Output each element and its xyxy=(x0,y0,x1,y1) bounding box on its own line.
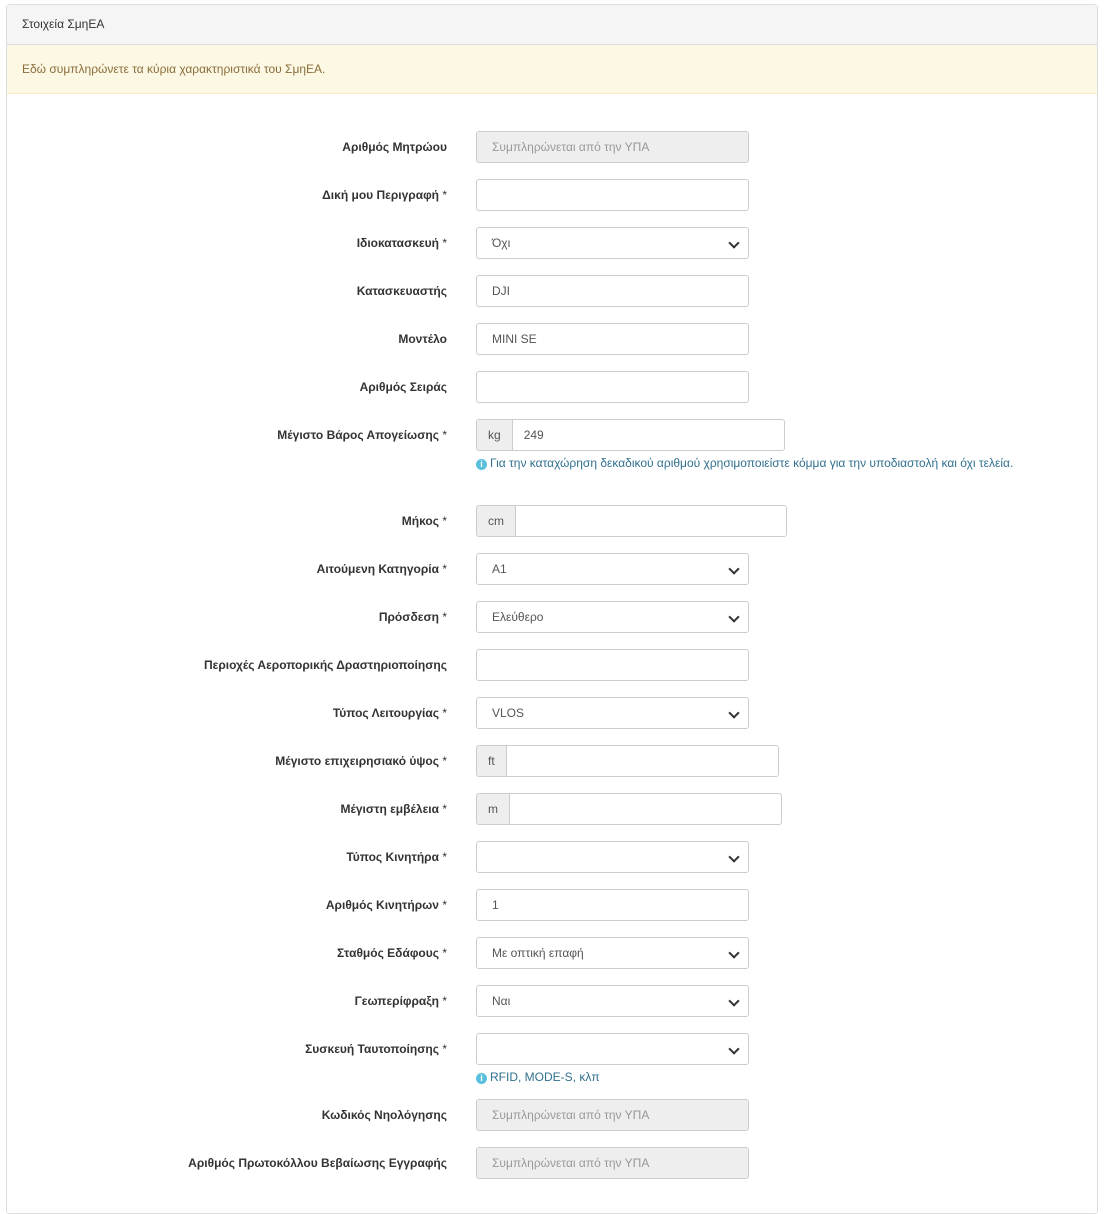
info-icon: i xyxy=(476,1073,487,1084)
length-group xyxy=(476,505,787,537)
cm-unit-addon: cm xyxy=(476,505,515,537)
length-input[interactable] xyxy=(515,505,787,537)
ground-station-label: Σταθμός Εδάφους * xyxy=(337,946,447,960)
max-takeoff-weight-input[interactable]: 249 xyxy=(512,419,785,451)
self-built-label: Ιδιοκατασκευή * xyxy=(356,236,447,250)
identification-help-text: i RFID, MODE-S, κλπ xyxy=(476,1069,1076,1086)
max-range-input[interactable] xyxy=(509,793,782,825)
category-label: Αιτούμενη Κατηγορία * xyxy=(316,562,447,576)
category-select[interactable]: A1 xyxy=(476,553,749,585)
registry-number-input: Συμπληρώνεται από την ΥΠΑ xyxy=(476,131,749,163)
engine-count-label: Αριθμός Κινητήρων * xyxy=(325,898,447,912)
self-built-select[interactable]: Όχι xyxy=(476,227,749,259)
description-input[interactable] xyxy=(476,179,749,211)
manufacturer-input[interactable]: DJI xyxy=(476,275,749,307)
registry-number-label: Αριθμός Μητρώου xyxy=(342,140,447,154)
max-range-label: Μέγιστη εμβέλεια * xyxy=(340,802,447,816)
m-unit-addon: m xyxy=(476,793,509,825)
areas-input[interactable] xyxy=(476,649,749,681)
max-altitude-group xyxy=(476,745,779,777)
max-altitude-label: Μέγιστο επιχειρησιακό ύψος * xyxy=(275,754,447,768)
info-icon: i xyxy=(476,459,487,470)
serial-number-label: Αριθμός Σειράς xyxy=(359,380,447,394)
engine-type-select[interactable] xyxy=(476,841,749,873)
protocol-number-label: Αριθμός Πρωτοκόλλου Βεβαίωσης Εγγραφής xyxy=(188,1156,447,1170)
max-takeoff-weight-label: Μέγιστο Βάρος Απογείωσης * xyxy=(277,428,447,442)
decimal-help-text: i Για την καταχώρηση δεκαδικού αριθμού χρησιμοποιείστε κόμμα για την υποδιαστολή και όχι τελεία. xyxy=(476,455,1076,472)
attachment-label: Πρόσδεση * xyxy=(378,610,447,624)
areas-label: Περιοχές Αεροπορικής Δραστηριοποίησης xyxy=(203,658,447,672)
model-label: Μοντέλο xyxy=(398,332,447,346)
engine-type-label: Τύπος Κινητήρα * xyxy=(346,850,447,864)
engine-count-input[interactable]: 1 xyxy=(476,889,749,921)
kg-unit-addon: kg xyxy=(476,419,512,451)
operation-type-select[interactable]: VLOS xyxy=(476,697,749,729)
geofencing-select[interactable]: Ναι xyxy=(476,985,749,1017)
max-takeoff-weight-group xyxy=(476,419,785,451)
protocol-number-input: Συμπληρώνεται από την ΥΠΑ xyxy=(476,1147,749,1179)
serial-number-input[interactable] xyxy=(476,371,749,403)
geofencing-label: Γεωπερίφραξη * xyxy=(354,994,447,1008)
operation-type-label: Τύπος Λειτουργίας * xyxy=(332,706,447,720)
length-label: Μήκος * xyxy=(401,514,447,528)
ground-station-select[interactable]: Με οπτική επαφή xyxy=(476,937,749,969)
registration-code-input: Συμπληρώνεται από την ΥΠΑ xyxy=(476,1099,749,1131)
model-input[interactable]: MINI SE xyxy=(476,323,749,355)
drone-details-panel xyxy=(6,4,1098,1214)
ft-unit-addon: ft xyxy=(476,745,506,777)
info-alert: Εδώ συμπληρώνετε τα κύρια χαρακτηριστικά του ΣμηΕΑ. xyxy=(7,45,1097,94)
identification-label: Συσκευή Ταυτοποίησης * xyxy=(305,1042,447,1056)
identification-select[interactable] xyxy=(476,1033,749,1065)
registration-code-label: Κωδικός Νηολόγησης xyxy=(321,1108,447,1122)
panel-title: Στοιχεία ΣμηΕΑ xyxy=(7,5,1097,45)
description-label: Δική μου Περιγραφή * xyxy=(322,188,447,202)
attachment-select[interactable]: Ελεύθερο xyxy=(476,601,749,633)
max-altitude-input[interactable] xyxy=(506,745,779,777)
max-range-group xyxy=(476,793,782,825)
manufacturer-label: Κατασκευαστής xyxy=(356,284,447,298)
